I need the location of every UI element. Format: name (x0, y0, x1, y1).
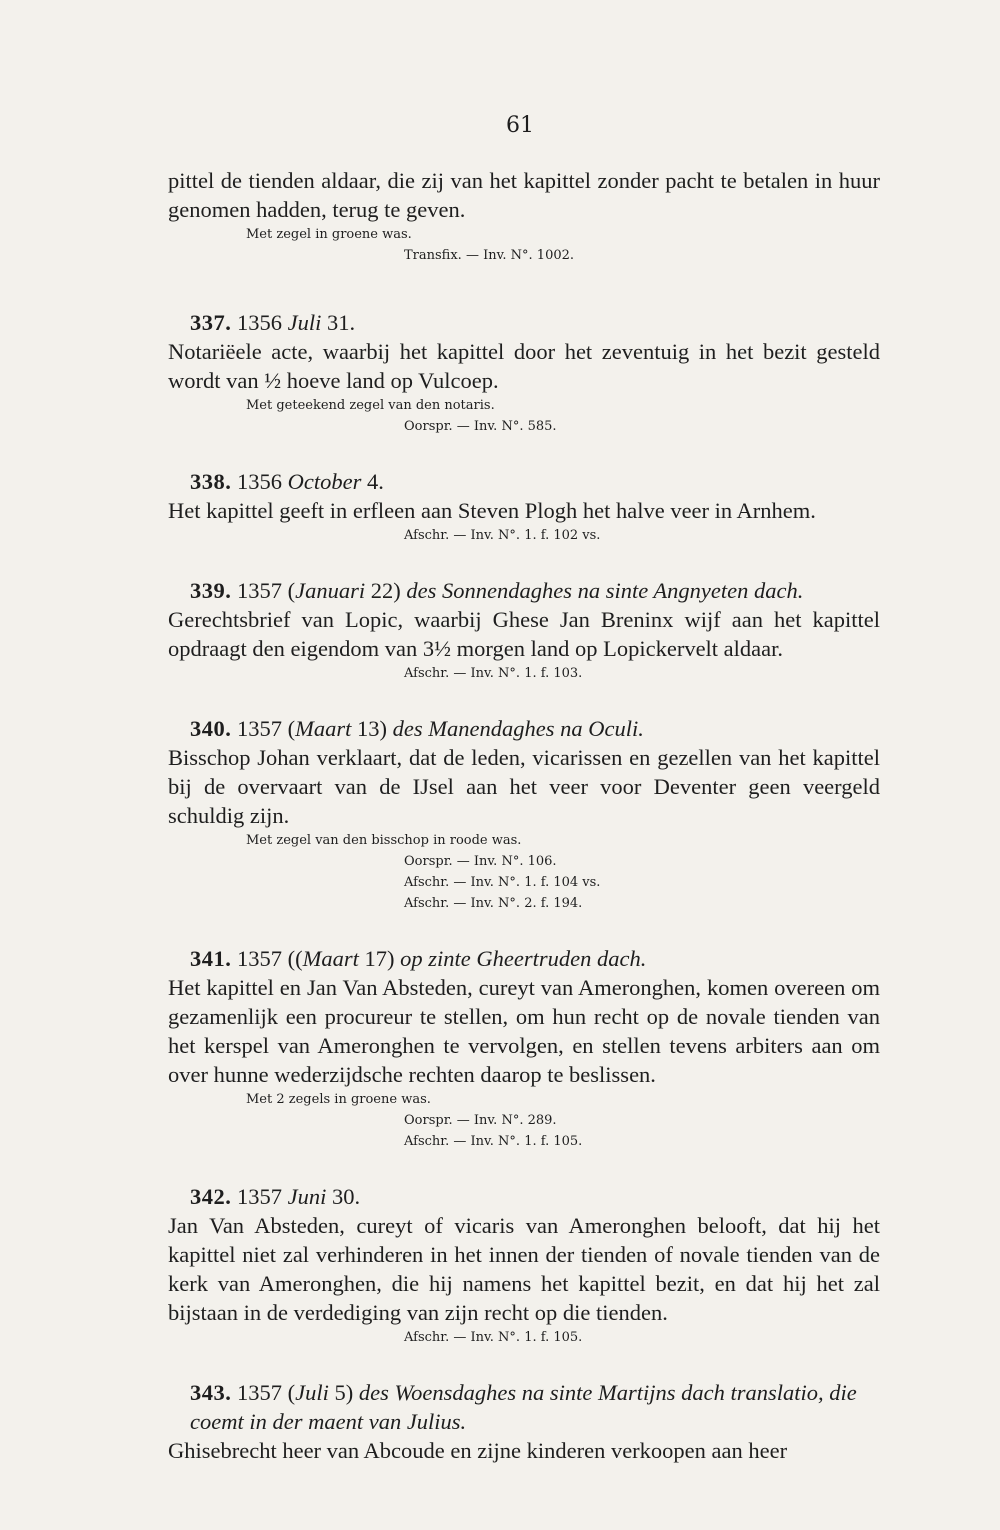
entry-date-day: 17) (364, 946, 395, 971)
entry-date-day: 5) (334, 1380, 354, 1405)
entry-337-seal-note: Met geteekend zegel van den notaris. (246, 398, 495, 413)
entry-343-heading (190, 1378, 880, 1436)
entry-340-ref: Oorspr. — Inv. N°. 106. (404, 854, 557, 869)
entry-number: 343. (190, 1380, 232, 1405)
entry-date: 1357 ( (237, 1380, 296, 1405)
entry-date-day: 13) (357, 716, 387, 741)
entry-date-day: 30. (332, 1184, 361, 1209)
entry-number: 339. (190, 578, 232, 603)
entry-339-text: Gerechtsbrief van Lopic, waarbij Ghese Jan Breninx wijf aan het kapittel opdraagt den eigendom van 3½ morgen land op Lopickervelt aldaar. (168, 607, 880, 661)
entry-date: 1357 ( (237, 578, 296, 603)
entry-date: 1357 (( (237, 946, 303, 971)
entry-340-ref: Afschr. — Inv. N°. 1. f. 104 vs. (404, 875, 601, 890)
entry-date: 1357 ( (237, 716, 296, 741)
entry-337-text: Notariëele acte, waarbij het kapittel door het zeventuig in het bezit gesteld wordt van ½ hoeve land op Vulcoep. (168, 339, 880, 393)
entry-date-month: Maart (302, 946, 359, 971)
entry-date-day: 22) (370, 578, 401, 603)
entry-343-text: Ghisebrecht heer van Abcoude en zijne kinderen verkoopen aan heer (168, 1438, 788, 1463)
entry-342-heading (190, 1182, 880, 1211)
entry-date-tail: des Woensdaghes na sinte Martijns dach translatio, die coemt in der maent van Julius. (190, 1380, 857, 1434)
entry-date-month: Maart (295, 716, 352, 741)
entry-number: 340. (190, 716, 232, 741)
entry-341-heading (190, 944, 880, 973)
entry-date-tail: op zinte Gheertruden dach. (400, 946, 647, 971)
entry-339-ref: Afschr. — Inv. N°. 1. f. 103. (404, 666, 583, 681)
entry-date-month: Juli (287, 310, 322, 335)
entry-date: 1357 (237, 1184, 282, 1209)
entry-340-ref: Afschr. — Inv. N°. 2. f. 194. (404, 896, 583, 911)
intro-seal-note: Met zegel in groene was. (246, 227, 412, 242)
entry-340-seal-note: Met zegel van den bisschop in roode was. (246, 833, 522, 848)
intro-ref: Transfix. — Inv. N°. 1002. (404, 248, 575, 263)
entry-341-ref: Afschr. — Inv. N°. 1. f. 105. (404, 1134, 583, 1149)
entry-338-ref: Afschr. — Inv. N°. 1. f. 102 vs. (404, 528, 601, 543)
entry-date-month: Januari (295, 578, 366, 603)
entry-341-seal-note: Met 2 zegels in groene was. (246, 1092, 431, 1107)
entry-342-text: Jan Van Absteden, cureyt of vicaris van Ameronghen belooft, dat hij het kapittel niet zal verhinderen in het innen der tienden of novale tienden van de kerk van Ameronghen, die hij namens het kapittel bezit, en dat hij het zal bijstaan in de verdediging van zijn recht op die tienden. (168, 1213, 880, 1325)
entry-338-heading (190, 467, 880, 496)
entry-340-text: Bisschop Johan verklaart, dat de leden, vicarissen en gezellen van het kapittel bij de overvaart van de IJsel aan het veer voor Deventer geen veergeld schuldig zijn. (168, 745, 880, 828)
entry-number: 338. (190, 469, 232, 494)
entry-341-ref: Oorspr. — Inv. N°. 289. (404, 1113, 557, 1128)
entry-date-tail: des Sonnendaghes na sinte Angnyeten dach. (406, 578, 804, 603)
page-number: 61 (506, 113, 534, 138)
page-content (168, 166, 880, 1465)
intro-text: pittel de tienden aldaar, die zij van het kapittel zonder pacht te betalen in huur genomen hadden, terug te geven. (168, 168, 880, 222)
entry-337-heading (190, 308, 880, 337)
entry-date-month: Juni (287, 1184, 327, 1209)
entry-date-day: 4. (366, 469, 384, 494)
entry-number: 342. (190, 1184, 232, 1209)
entry-338-text: Het kapittel geeft in erfleen aan Steven Plogh het halve veer in Arnhem. (168, 498, 816, 523)
entry-date-month: Juli (295, 1380, 329, 1405)
entry-date-month: October (287, 469, 362, 494)
entry-342-ref: Afschr. — Inv. N°. 1. f. 105. (404, 1330, 583, 1345)
entry-341-text: Het kapittel en Jan Van Absteden, cureyt van Ameronghen, komen overeen om gezamenlijk een procureur te stellen, om hun recht op de novale tienden van het kerspel van Ameronghen te vervolgen, en stellen tevens arbiters aan om over hunne wederzijdsche rechten daarop te beslissen. (168, 975, 880, 1087)
entry-date: 1356 (237, 310, 282, 335)
entry-339-heading (190, 576, 880, 605)
entry-date-tail: des Manendaghes na Oculi. (392, 716, 644, 741)
entry-337-ref: Oorspr. — Inv. N°. 585. (404, 419, 557, 434)
entry-date-day: 31. (327, 310, 356, 335)
entry-date: 1356 (237, 469, 282, 494)
entry-340-heading (190, 714, 880, 743)
entry-number: 337. (190, 310, 232, 335)
entry-number: 341. (190, 946, 232, 971)
